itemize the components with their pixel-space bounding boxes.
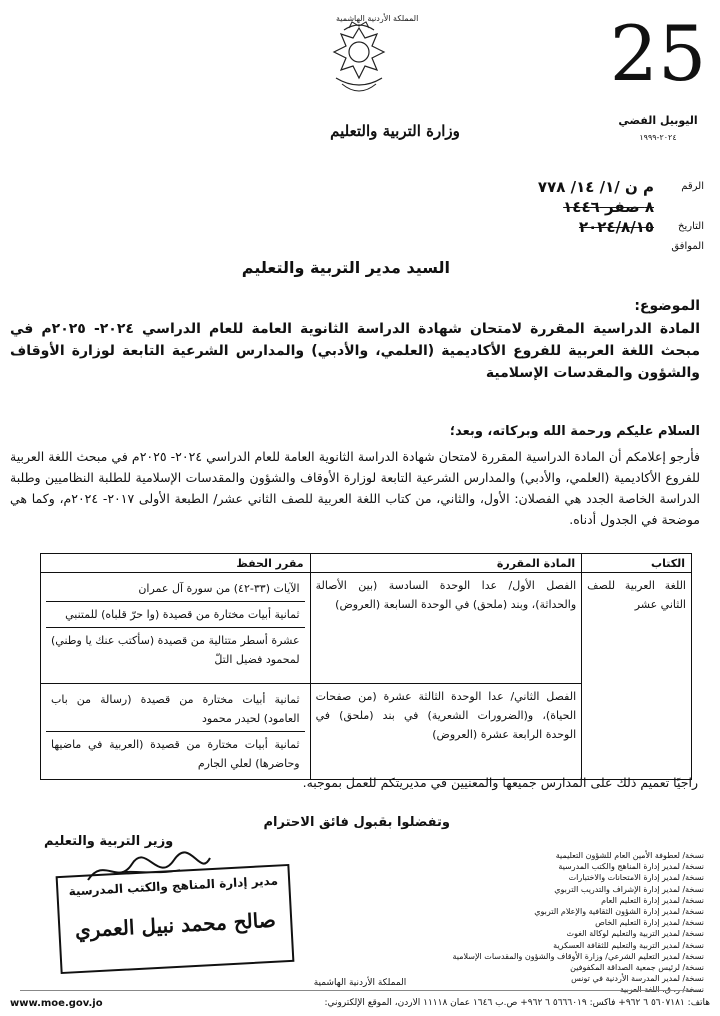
memorization-item: ثمانية أبيات مختارة من قصيدة (العربية في ماضيها وحاضرها) لعلي الجارم (51, 738, 300, 770)
memorization-cell (41, 573, 311, 684)
book-cell: اللغة العربية للصف الثاني عشر (582, 573, 692, 780)
jubilee-years: ٢٠٢٤-١٩٩٩ (639, 133, 677, 142)
closing-respect: وتفضلوا بقبول فائق الاحترام (263, 815, 450, 830)
hijri-date: ٨ صفر ١٤٤٦ (563, 198, 654, 216)
list-item: نسخة/ لمدير التعليم الشرعي/ وزارة الأوقاف والشؤون والمقدسات الإسلامية (452, 951, 704, 961)
subject-label: الموضوع: (634, 298, 700, 314)
stamp-name: صالح محمد نبيل العمري (74, 907, 277, 943)
ref-number-row (464, 178, 704, 198)
memorization-item: ثمانية أبيات مختارة من قصيدة (رسالة من باب العامود) لحيدر محمود (46, 687, 305, 732)
ref-number-value: م ن /١/ ١٤/ ٧٧٨ (537, 178, 654, 196)
list-item: نسخة/ لمدير إدارة الإشراف والتدريب التربوي (554, 884, 704, 894)
memorization-cell (41, 684, 311, 780)
official-stamp (56, 864, 295, 974)
list-item: نسخة/ لمدير إدارة الامتحانات والاختبارات (568, 873, 704, 883)
body-paragraph: فأرجو إعلامكم أن المادة الدراسية المقررة لامتحان شهادة الدراسة الثانوية العامة للعام الدراسي ٢٠٢٤- ٢٠٢٥م في مبحث اللغة العربية للفروع الأكاديمية (العلمي، والأدبي) والمدارس الشرعية التابعة لوزارة الأوقاف والشؤون والمقدسات الإسلامية للطلبة النظاميين وطلبة الدراسة الخاصة الجدد هي الفصلان: الأول، والثاني، من كتاب اللغة العربية للصف الثاني عشر/ الطبعة الأولى ٢٠١٧- ٢٠٢٤م، وكما هي موضحة في الجدول أدناه. (10, 449, 701, 527)
closing-request: راجيًا تعميم ذلك على المدارس جميعها والمعنيين في مديريتكم للعمل بموجبه. (302, 775, 698, 790)
list-item: نسخة/ لمدير إدارة التعليم الخاص (595, 918, 704, 928)
subject-text: المادة الدراسية المقررة لامتحان شهادة الدراسة الثانوية العامة للعام الدراسي ٢٠٢٤- ٢٠٢٥م في مبحث اللغة العربية للفروع الأكاديمية (العلمي، والأدبي) والمدارس الشرعية التابعة لوزارة الأوقاف والشؤون والمقدسات الإسلامية (10, 321, 700, 381)
material-cell: الفصل الأول/ عدا الوحدة السادسة (بين الأصالة والحداثة)، وبند (ملحق) في الوحدة السابعة (العروض) (310, 573, 582, 684)
list-item: نسخة/ لمدير إدارة التعليم العام (601, 895, 704, 905)
table-header-row (41, 554, 692, 573)
footer-kingdom: المملكة الأردنية الهاشمية (300, 978, 420, 988)
header-material: المادة المقررة (310, 554, 582, 573)
ref-number-label: الرقم (681, 181, 704, 192)
date-label: التاريخ (678, 221, 704, 232)
header-memorization: مقرر الحفظ (41, 554, 311, 573)
material-cell: الفصل الثاني/ عدا الوحدة الثالثة عشرة (من صفحات الحياة)، و(الضرورات الشعرية) في بند (ملحق) في الوحدة الرابعة عشرة (العروض) (310, 684, 582, 780)
date-row (464, 218, 704, 238)
website-link[interactable]: www.moe.gov.jo (10, 998, 103, 1009)
footer-contact: هاتف: ٥٦٠٧١٨١ ٦ ٩٦٢+ فاكس: ٥٦٦٦٠١٩ ٦ ٩٦٢+ ص.ب ١٦٤٦ عمان ١١١١٨ الأردن، الموقع الإلكتروني: (324, 998, 710, 1008)
signatory-title: وزير التربية والتعليم (44, 834, 174, 849)
jubilee-title: اليوبيل الفضي (618, 114, 698, 127)
list-item: نسخة/ لمدير التربية والتعليم لوكالة الغوث (566, 929, 704, 939)
jubilee-number: 25 (609, 9, 707, 98)
list-item: نسخة/ لرئيس جمعية الصداقة المكفوفين (570, 963, 704, 973)
table-row (41, 573, 692, 684)
list-item: نسخة/ لمدير المدرسة الأردنية في تونس (571, 974, 704, 984)
memorization-item: الآيات (٣٣-٤٢) من سورة آل عمران (46, 576, 305, 602)
gregorian-date: ٢٠٢٤/٨/١٥ (578, 218, 654, 236)
stamp-title: مدير إدارة المناهج والكتب المدرسية (68, 873, 279, 899)
greeting: السلام عليكم ورحمة الله وبركاته، وبعد؛ (449, 424, 700, 439)
curriculum-table (40, 553, 692, 780)
addressee: السيد مدير التربية والتعليم (241, 258, 450, 277)
ministry-name: وزارة التربية والتعليم (330, 122, 460, 140)
copies-list (426, 850, 704, 996)
header-book: الكتاب (582, 554, 692, 573)
list-item: نسخة/ لمدير إدارة الشؤون الثقافية والإعلام التربوي (534, 907, 704, 917)
list-item: نسخة/ لمدير التربية والتعليم للثقافة العسكرية (553, 940, 704, 950)
crest-caption: المملكة الأردنية الهاشمية (336, 14, 419, 23)
memorization-item: عشرة أسطر متتالية من قصيدة (سأكتب عنك يا وطني) لمحمود فضيل التلّ (51, 634, 300, 666)
silver-jubilee-logo (608, 6, 708, 148)
corresponding-label: الموافق (671, 241, 704, 252)
list-item: نسخة/ لمدير إدارة المناهج والكتب المدرسية (558, 862, 704, 872)
corresponding-row (464, 238, 704, 258)
memorization-item: ثمانية أبيات مختارة من قصيدة (وا حرّ قلباه) للمتنبي (46, 602, 305, 628)
hijri-date-row (464, 198, 704, 218)
footer-divider (20, 990, 700, 991)
list-item: نسخة/ ر. ق. اللغة العربية (619, 985, 704, 995)
reference-block (464, 178, 704, 258)
list-item: نسخة/ لعطوفة الأمين العام للشؤون التعليمية (555, 851, 704, 860)
